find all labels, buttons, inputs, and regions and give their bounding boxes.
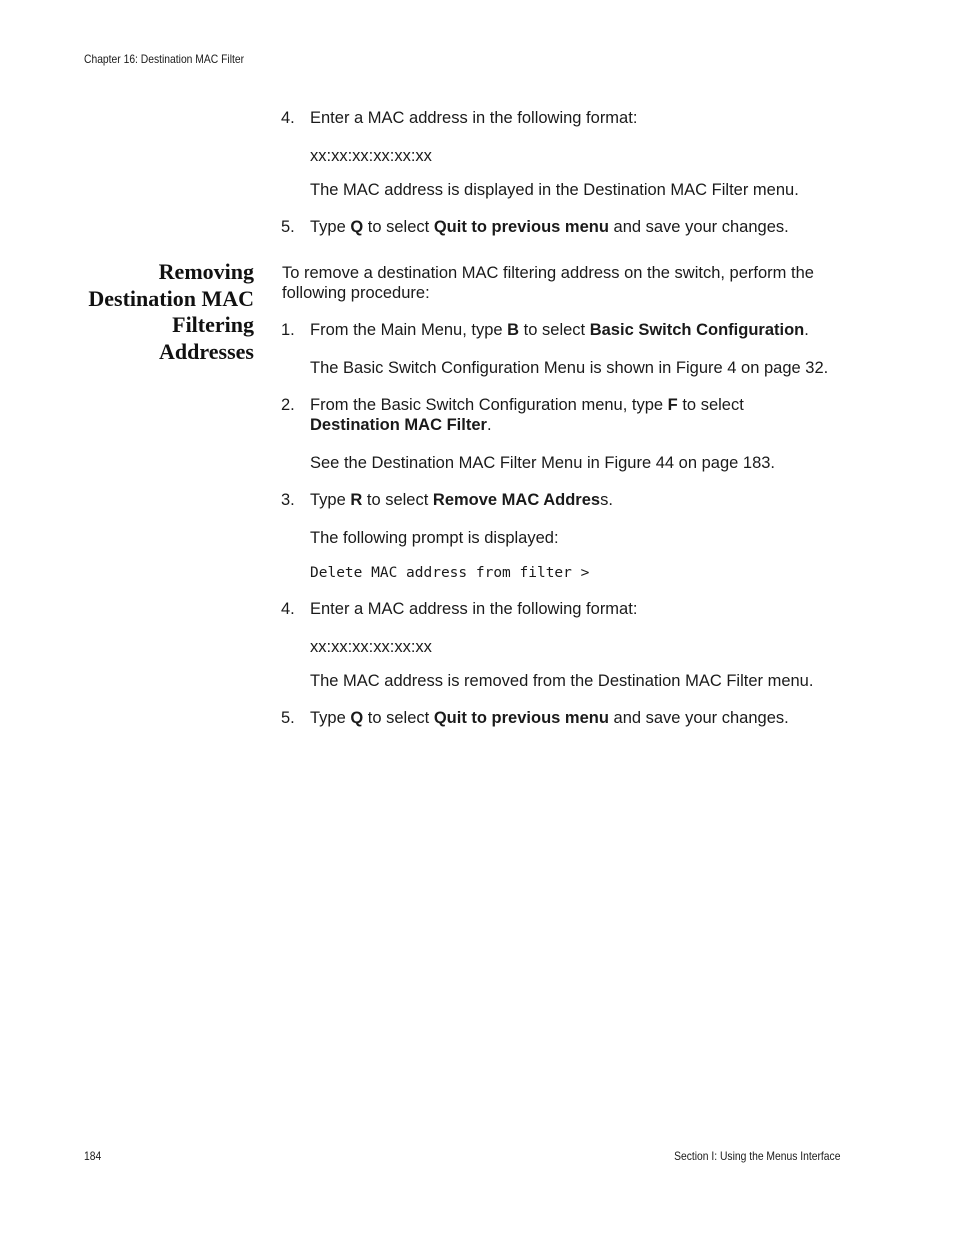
step-number: 5. (281, 218, 295, 236)
section-intro: To remove a destination MAC filtering address on the switch, perform the following procedure: (282, 264, 814, 302)
page-number: 184 (84, 1149, 102, 1163)
step-text: Enter a MAC address in the following format: (310, 109, 638, 127)
mac-format: xx:xx:xx:xx:xx:xx (310, 147, 432, 165)
prompt-text: Delete MAC address from filter > (310, 565, 590, 581)
step-number: 4. (281, 600, 295, 618)
step-text: Enter a MAC address in the following format: (310, 600, 638, 618)
step-number: 1. (281, 321, 295, 339)
step-note: The Basic Switch Configuration Menu is shown in Figure 4 on page 32. (310, 359, 829, 377)
step-text: Type R to select Remove MAC Address. (310, 491, 613, 509)
running-header: Chapter 16: Destination MAC Filter (84, 52, 245, 66)
section-heading: Removing Destination MAC Filtering Addresses (88, 259, 254, 364)
step-text: Type Q to select Quit to previous menu and save your changes. (310, 218, 789, 236)
step-note: The MAC address is displayed in the Destination MAC Filter menu. (310, 181, 799, 199)
step-number: 3. (281, 491, 295, 509)
step-text: From the Basic Switch Configuration menu, type F to select Destination MAC Filter. (310, 396, 744, 434)
step-note: See the Destination MAC Filter Menu in Figure 44 on page 183. (310, 454, 776, 472)
step-number: 5. (281, 709, 295, 727)
running-footer: Section I: Using the Menus Interface (673, 1149, 840, 1163)
step-number: 4. (281, 109, 295, 127)
step-text: Type Q to select Quit to previous menu and save your changes. (310, 709, 789, 727)
mac-format: xx:xx:xx:xx:xx:xx (310, 638, 432, 656)
step-note: The following prompt is displayed: (310, 529, 559, 547)
step-number: 2. (281, 396, 295, 414)
step-text: From the Main Menu, type B to select Basic Switch Configuration. (310, 321, 809, 339)
step-note: The MAC address is removed from the Destination MAC Filter menu. (310, 672, 814, 690)
